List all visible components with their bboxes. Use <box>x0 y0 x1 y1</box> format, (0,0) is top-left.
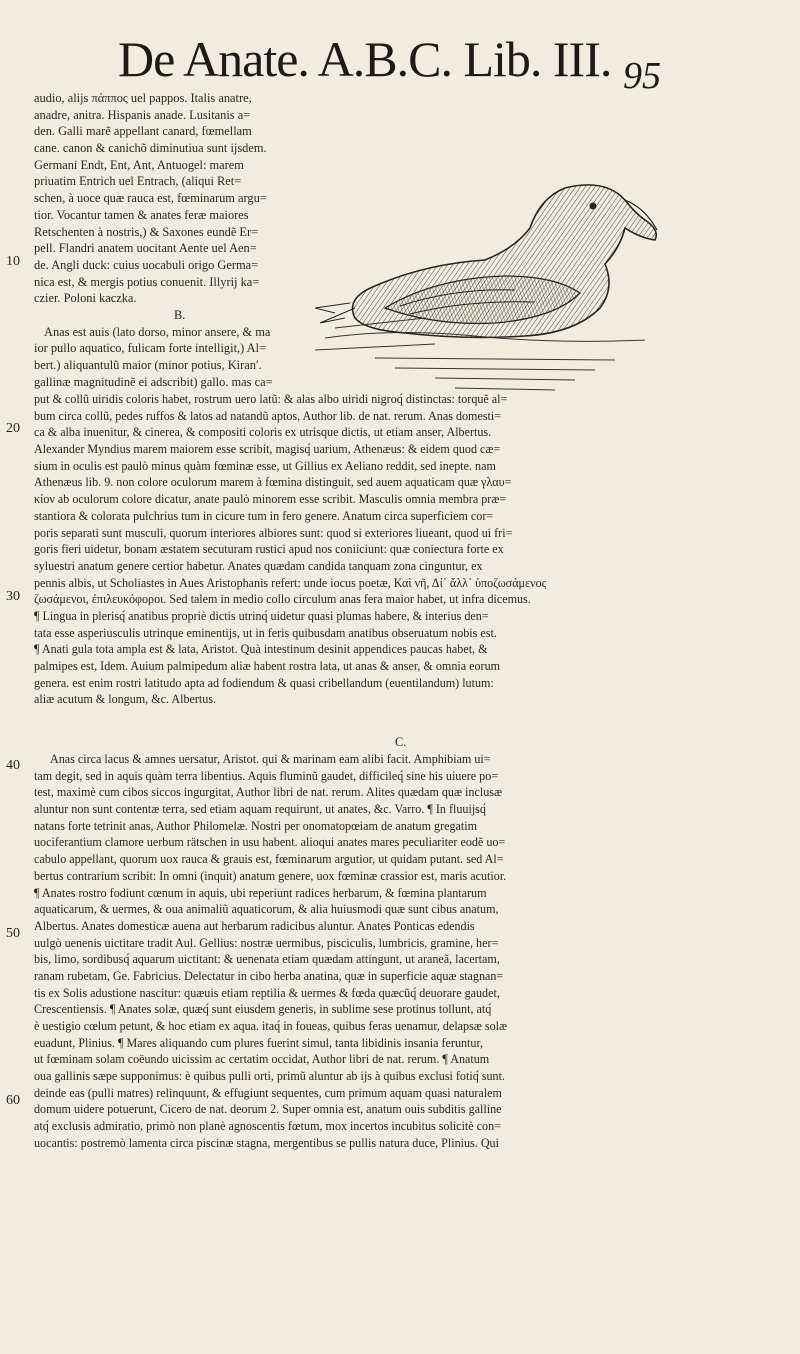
text-line: tior. Vocantur tamen & anates feræ maiores <box>34 207 249 222</box>
text-line: priuatim Entrich uel Entrach, (aliqui Ret= <box>34 174 242 189</box>
folio-number: 95 <box>623 55 661 97</box>
margin-line-number: 60 <box>6 1093 20 1108</box>
text-line: cane. canon & canichõ diminutiua sunt ijsdem. <box>34 141 267 156</box>
text-line: uocantis: postremò lamenta circa piscinæ stagna, mergentibus se pullis natura duce, Plinius. Qui <box>34 1135 499 1150</box>
text-line: de. Angli duck: cuius uocabuli origo Germa= <box>34 257 259 272</box>
text-line: Albertus. Anates domesticæ auena aut herbarum radicibus aluntur. Anates Ponticas edendis <box>34 918 475 933</box>
text-line: uulgò uenenis uictitare tradit Aul. Gellius: nostræ uermibus, pisciculis, lumbricis, gramine, her= <box>34 935 499 950</box>
text-line: ζωσάμενοι, ἐπιλευκόφοροι. Sed talem in medio collo circulum anas fera maior habet, ut infra dicemus. <box>34 592 531 607</box>
text-line: palmipes est, Idem. Auium palmipedum aliæ habent rostra lata, ut anas & anser, & omnia eorum <box>34 659 501 673</box>
text-line: bert.) aliquantulũ maior (minor potius, Kiranʹ. <box>34 358 262 372</box>
text-line: Crescentiensis. ¶ Anates solæ, quæq́ sunt eiusdem generis, in sublime sese protinus tollunt, atq́ <box>34 1002 492 1017</box>
text-line: deinde eas (pulli matres) relinquunt, & effugiunt sequentes, cum primum aquam quasi naturalem <box>34 1085 502 1100</box>
text-line: pennis albis, ut Scholiastes in Aues Aristophanis refert: unde iocus poetæ, Καὶ νῆ, Δί᾽ ἄλλ᾽ ὑποζωσάμενος <box>34 575 547 590</box>
text-line: bis, limo, sordibusq́ aquarum uictitant: & uenenata etiam quædam attingunt, ut araneã, lacertam, <box>34 952 500 967</box>
text-line: pell. Flandri anatem uocitant Aente uel Aen= <box>34 241 257 256</box>
text-line: poris separati sunt musculi, quorum interiores albiores sunt: quod si exteriores liueant, quod ui fri= <box>34 525 513 540</box>
text-line: put & collũ uiridis coloris habet, rostrum uero latũ: & alas albo uiridi nigroq́ distinctas: torquẽ al= <box>34 392 508 406</box>
text-line: euadunt, Plinius. ¶ Mares aliquando cum plures fuerint simul, tanta libidinis insania feruntur, <box>34 1035 484 1050</box>
text-line: syluestri anatum genere certior habetur. Anates quædam candida tanquam zona cinguntur, ex <box>34 558 483 573</box>
text-block-full-1 <box>34 391 546 708</box>
text-line: ranam rubetam, Ge. Fabricius. Delectatur in cibo herba anatina, quæ in superficie aquæ stagnan= <box>34 968 504 983</box>
text-line: schen, à uoce quæ rauca est, fœminarum argu= <box>34 191 267 206</box>
text-line: sium in oculis est paulò minus quàm fœminæ esse, ut Gillius ex Aeliano reddit, sed inepte. nam <box>34 458 496 473</box>
text-line: è uestigio cœlum petunt, & hoc etiam ex aqua. itaq́ in foueas, quibus feras uenamur, delapsæ solæ <box>34 1019 508 1033</box>
text-line: Anas circa lacus & amnes uersatur, Aristot. qui & marinam eam alibi facit. Amphibiam ui= <box>50 752 491 766</box>
text-line: genera. est enim rostri latitudo apta ad fodiendum & quasi cribellandum (euentilandum) lutum: <box>34 675 494 690</box>
text-line: tis ex Solis adustione nascitur: quæuis etiam reptilia & uermes & fœda quæcũq́ deuorare gaudet, <box>34 985 500 1000</box>
text-line: tata esse asperiusculis utrinque eminentijs, ut in feris quibusdam anatibus obseruatum nobis est. <box>34 625 497 640</box>
text-line: tam degit, sed in aquis quàm terra libentius. Aquis fluminũ gaudet, difficileq́ sine his uiuere po= <box>34 768 499 783</box>
text-line: Anas est auis (lato dorso, minor ansere, & ma <box>44 324 271 339</box>
text-line: atq́ exclusis admiratio, primò non planè agnoscentis fœtum, mox incertos incubitus solicitè con= <box>34 1119 501 1134</box>
text-line: anadre, anitra. Hispanis anade. Lusitanis a= <box>34 107 251 122</box>
margin-line-number: 30 <box>6 589 20 604</box>
section-heading-c: C. <box>395 735 407 749</box>
text-block-full-2 <box>34 751 507 1152</box>
text-line: Germani Endt, Ent, Ant, Antuogel: marem <box>34 157 244 172</box>
text-line: ¶ Anati gula tota ampla est & lata, Aristot. Quà intestinum desinit appendices paucas habet, & <box>34 642 488 657</box>
section-heading-b: B. <box>174 307 186 322</box>
text-line: κίον ab oculorum colore dicatur, anate paulò minorem esse scribit. Masculis omnia membra præ= <box>34 492 507 507</box>
text-line: bertus contrarium scribit: In omni (inquit) anatum genere, uox fœminæ crassior est, maris acutior. <box>34 868 507 883</box>
margin-line-number: 40 <box>6 758 20 773</box>
text-line: czier. Poloni kaczka. <box>34 291 137 306</box>
text-line: aliæ acutum & longum, &c. Albertus. <box>34 692 217 707</box>
text-line: goris fieri uidetur, bonam æstatem secuturam rustici apud nos coniiciunt: quæ coniectura forte ex <box>34 542 504 557</box>
margin-line-number: 50 <box>6 926 20 941</box>
text-line: stantiora & colorata pulchrius tum in cicure tum in fero genere. Anatum circa superficiem cor= <box>34 508 494 523</box>
text-line: natans forte tetrinit anas, Author Philomelæ. Nostri per onomatopœiam de anatum gregatim <box>34 818 478 833</box>
text-line: ior pullo aquatico, fulicam forte intelligit,) Al= <box>34 341 267 356</box>
text-column-narrow <box>34 90 273 390</box>
text-line: aquaticarum, & uermes, & oua animaliũ aquaticorum, & alia huiusmodi quæ sunt cibus anatum, <box>34 902 499 917</box>
text-line: aluntur non sunt contentæ terra, sed etiam aquam requirunt, ut anates, &c. Varro. ¶ In fluuijsq́ <box>34 802 486 817</box>
text-line: audio, alijs πάππος uel pappos. Italis anatre, <box>34 91 252 105</box>
text-line: uociferantium clamore uerbum rätschen in usu habent. alioqui anates mares peculiariter eodẽ uo= <box>34 835 506 850</box>
text-line: ca & alba inuenitur, & cinerea, & compositi coloris ex utrisque dictis, ut etiam anser, Albertus. <box>34 425 492 440</box>
page-header <box>118 30 758 97</box>
text-line: gallinæ magnitudinẽ ei adscribit) gallo. mas ca= <box>34 374 273 389</box>
text-line: den. Galli marẽ appellant canard, fœmellam <box>34 124 252 139</box>
text-line: oua gallinis sæpe supponimus: è quibus pulli orti, primũ aluntur ab ijs à quibus exclusi fotiq́ sunt. <box>34 1069 505 1084</box>
text-line: nica est, & mergis potius conuenit. Illyrij ka= <box>34 274 260 289</box>
text-line: Athenæus lib. 9. non colore oculorum marem à fœmina distinguit, sed auem aquaticam quæ γλαυ= <box>34 475 512 490</box>
text-line: Retschenten à nostris,) & Saxones eundẽ Er= <box>34 224 259 239</box>
text-line: cabulo appellant, quorum uox rauca & grauis est, fœminarum argutior, ut quidam putant. sed Al= <box>34 852 504 867</box>
running-title: De Anate. A.B.C. Lib. III. <box>118 31 612 87</box>
text-line: ¶ Lingua in plerisq́ anatibus propriè dictis utrinq́ uidetur quasi plumas habere, & interius den= <box>34 608 489 623</box>
text-line: ¶ Anates rostro fodiunt cœnum in aquis, ubi reperiunt radices herbarum, & fœmina plantarum <box>34 885 487 900</box>
text-line: test, maximè cum cibos siccos ingurgitat, Author libri de nat. rerum. Alites quædam quæ inclusæ <box>34 785 503 800</box>
text-line: bum circa collũ, pedes ruffos & latos ad natandũ aptos, Author lib. de nat. rerum. Anas domesti= <box>34 408 502 423</box>
text-line: Alexander Myndius marem maiorem esse scribit, magisq́ uarium, Athenæus: & eidem quod cæ= <box>34 442 501 457</box>
margin-line-number: 20 <box>6 421 20 436</box>
text-line: domum uidere potuerunt, Cicero de nat. deorum 2. Super omnia est, anatum ouis subditis galline <box>34 1102 502 1117</box>
duck-woodcut-illustration <box>315 168 665 404</box>
text-line: ut fœminam solam coëundo uicissim ac certatim occidat, Author libri de nat. rerum. ¶ Anatum <box>34 1052 490 1067</box>
margin-line-number: 10 <box>6 254 20 269</box>
